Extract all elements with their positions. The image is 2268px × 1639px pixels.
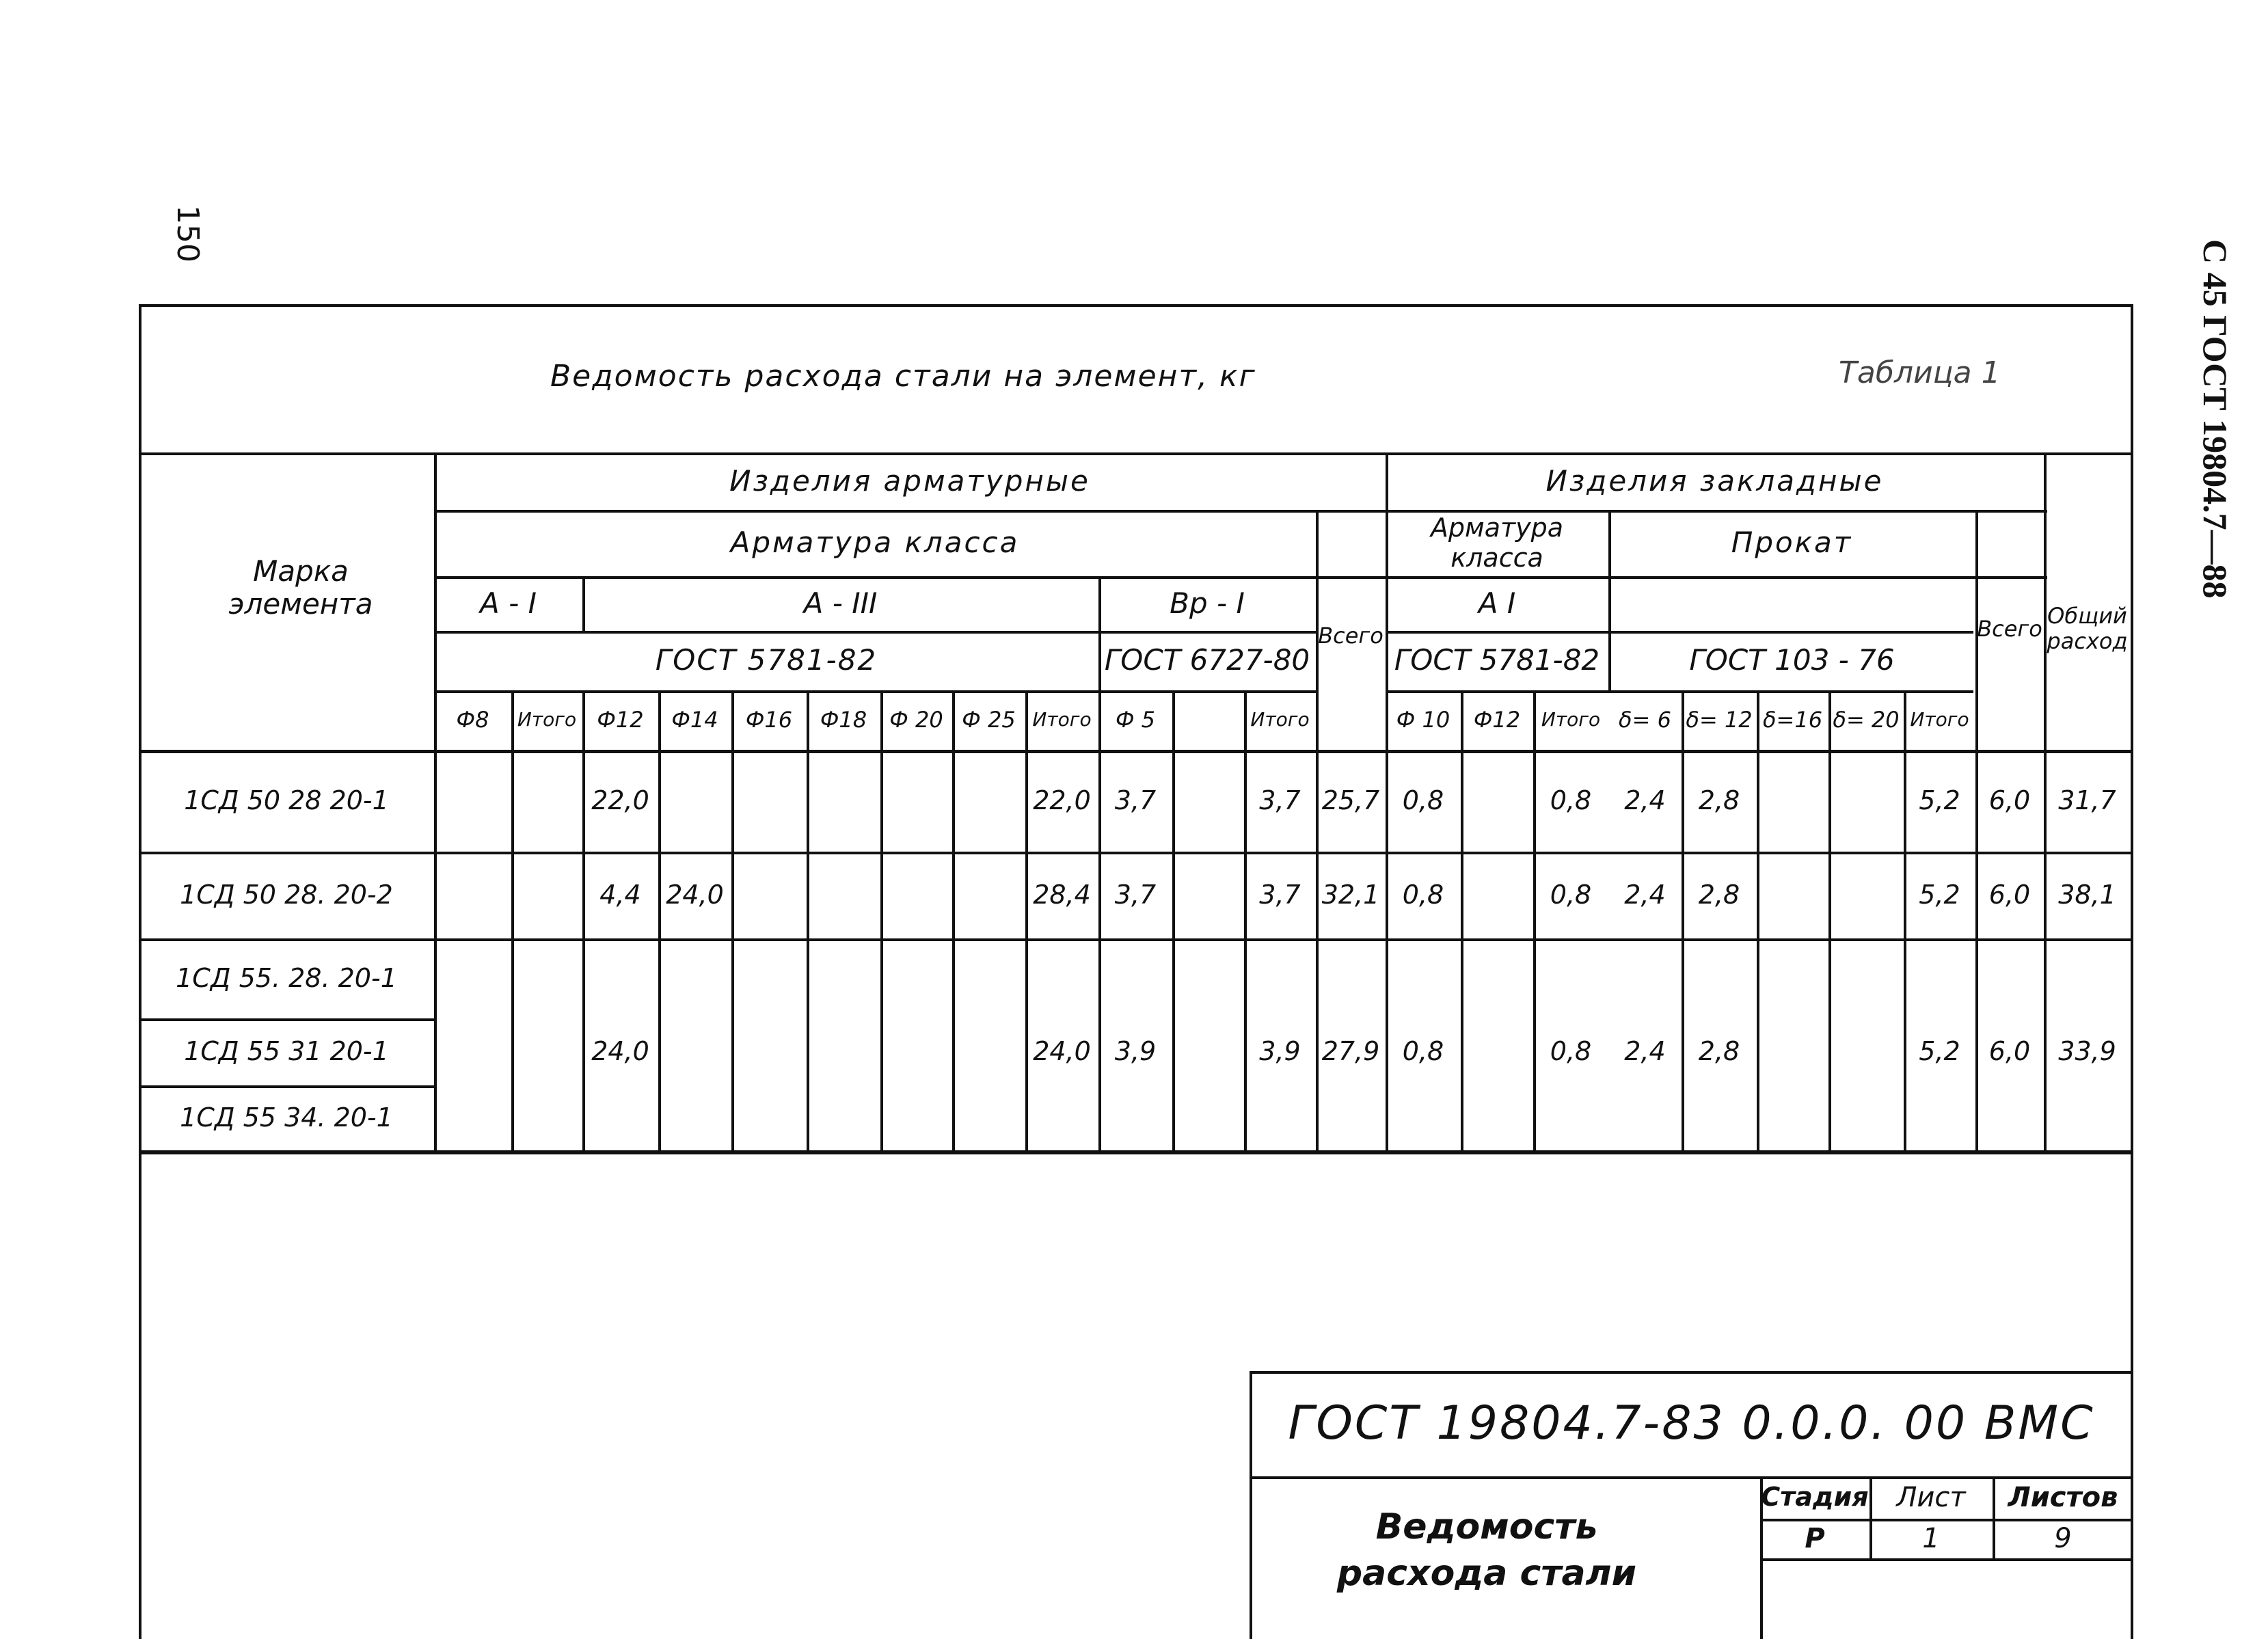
listov-value: 9 bbox=[2054, 1523, 2072, 1554]
class-a1-b: А I bbox=[1478, 586, 1516, 620]
hdr-itogo3: Итого bbox=[1250, 708, 1310, 731]
armatura-klassa-2: Арматура класса bbox=[1430, 512, 1564, 573]
row3-d5: 3,9 bbox=[1114, 1036, 1157, 1067]
stadia-label: Стадия bbox=[1761, 1482, 1869, 1513]
stadia-value: Р bbox=[1805, 1523, 1825, 1554]
armatura-klassa: Арматура класса bbox=[730, 526, 1020, 560]
hdr-s12: δ= 12 bbox=[1686, 707, 1753, 733]
hdr-d18: Ф18 bbox=[820, 707, 867, 733]
gost-103: ГОСТ 103 - 76 bbox=[1689, 643, 1895, 677]
row2-d14: 24,0 bbox=[666, 879, 724, 910]
row1-vsego2: 6,0 bbox=[1988, 785, 2031, 815]
row2-vsego2: 6,0 bbox=[1988, 879, 2031, 910]
stamp-name-line2: расхода стали bbox=[1336, 1553, 1637, 1595]
v-c9 bbox=[1172, 690, 1175, 1150]
stamp-code: ГОСТ 19804.7-83 0.0.0. 00 ВМС bbox=[1288, 1396, 2095, 1450]
group-zaklad: Изделия закладные bbox=[1545, 463, 1884, 498]
vsego1-header: Всего bbox=[1318, 622, 1383, 649]
hdr-d5: Ф 5 bbox=[1115, 707, 1156, 733]
page-number: 150 bbox=[170, 205, 205, 262]
row1-itogo3: 3,7 bbox=[1259, 785, 1301, 815]
group-armatur: Изделия арматурные bbox=[729, 463, 1090, 498]
frame-top bbox=[139, 304, 2133, 307]
hdr-blank bbox=[1172, 690, 1244, 750]
row3-itogo3: 3,9 bbox=[1259, 1036, 1301, 1067]
col-mark-header: Марка элемента bbox=[228, 554, 373, 621]
listov-label: Листов bbox=[2008, 1482, 2118, 1513]
hdr-d12: Ф12 bbox=[597, 707, 644, 733]
row2-itogo4: 0,8 bbox=[1550, 879, 1592, 910]
gost-6727: ГОСТ 6727-80 bbox=[1104, 643, 1310, 677]
row3-mark-b: 1СД 55 31 20-1 bbox=[184, 1036, 389, 1067]
row3-d14 bbox=[658, 1018, 731, 1085]
row2-vsego1: 32,1 bbox=[1321, 879, 1380, 910]
row2-d5: 3,7 bbox=[1114, 879, 1157, 910]
row2-s12: 2,8 bbox=[1698, 879, 1740, 910]
line-row2 bbox=[139, 938, 2133, 941]
prokat-header: Прокат bbox=[1731, 526, 1853, 560]
row1-mark: 1СД 50 28 20-1 bbox=[184, 785, 389, 815]
hdr-d20: Ф 20 bbox=[889, 707, 943, 733]
side-code: С 45 ГОСТ 19804.7—88 bbox=[2196, 239, 2235, 599]
document-title: Ведомость расхода стали на элемент, кг bbox=[550, 359, 1256, 394]
row2-s6: 2,4 bbox=[1624, 879, 1666, 910]
row3-mark-a: 1СД 55. 28. 20-1 bbox=[176, 962, 397, 993]
v-c6 bbox=[880, 690, 883, 1150]
row1-itogo2: 22,0 bbox=[1033, 785, 1091, 815]
hdr-d14: Ф14 bbox=[671, 707, 718, 733]
list-label: Лист bbox=[1896, 1482, 1966, 1513]
hdr-d25: Ф 25 bbox=[962, 707, 1016, 733]
hdr-d16: Ф16 bbox=[745, 707, 793, 733]
v-c7 bbox=[952, 690, 955, 1150]
hdr-itogo1: Итого bbox=[517, 708, 577, 731]
hdr-s6: δ= 6 bbox=[1619, 707, 1671, 733]
row3-vsego2: 6,0 bbox=[1988, 1036, 2031, 1067]
hdr-s16: δ=16 bbox=[1762, 707, 1823, 733]
row3-mark-c: 1СД 55 34. 20-1 bbox=[180, 1102, 393, 1133]
row2-itogo3: 3,7 bbox=[1259, 879, 1301, 910]
row2-total: 38,1 bbox=[2058, 879, 2116, 910]
row2-mark: 1СД 50 28. 20-2 bbox=[180, 879, 393, 910]
hdr-itogo5: Итого bbox=[1910, 708, 1969, 731]
row1-s12: 2,8 bbox=[1698, 785, 1740, 815]
hdr-itogo2: Итого bbox=[1032, 708, 1092, 731]
row1-d12: 22,0 bbox=[591, 785, 649, 815]
row1-d14 bbox=[658, 750, 731, 852]
row3-itogo4: 0,8 bbox=[1550, 1036, 1592, 1067]
gost-5781-b: ГОСТ 5781-82 bbox=[1394, 643, 1600, 677]
list-value: 1 bbox=[1922, 1523, 1940, 1554]
row3-d10: 0,8 bbox=[1402, 1036, 1444, 1067]
hdr-itogo4: Итого bbox=[1541, 708, 1601, 731]
table-label: Таблица 1 bbox=[1839, 355, 2001, 390]
row2-d12: 4,4 bbox=[599, 879, 641, 910]
v-c4 bbox=[731, 690, 734, 1150]
gost-5781: ГОСТ 5781-82 bbox=[655, 643, 878, 677]
row2-itogo5: 5,2 bbox=[1919, 879, 1960, 910]
class-a3: А - III bbox=[803, 586, 878, 620]
row3-d12: 24,0 bbox=[591, 1036, 649, 1067]
row1-total: 31,7 bbox=[2058, 785, 2116, 815]
line-table-bottom bbox=[139, 1150, 2133, 1154]
hdr-d10: Ф 10 bbox=[1396, 707, 1450, 733]
v-c1 bbox=[511, 690, 514, 1150]
total-header: Общий расход bbox=[2047, 603, 2128, 654]
hdr-s20: δ= 20 bbox=[1833, 707, 1900, 733]
row1-d10: 0,8 bbox=[1402, 785, 1444, 815]
hdr-d12b: Ф12 bbox=[1473, 707, 1521, 733]
v-c5 bbox=[807, 690, 809, 1150]
row2-itogo2: 28,4 bbox=[1033, 879, 1091, 910]
row1-vsego1: 25,7 bbox=[1321, 785, 1380, 815]
row3-vsego1: 27,9 bbox=[1321, 1036, 1380, 1067]
row3-s6: 2,4 bbox=[1624, 1036, 1666, 1067]
v-c15 bbox=[1828, 690, 1831, 1150]
vsego2-header: Всего bbox=[1977, 615, 2042, 642]
stamp-name-line1: Ведомость bbox=[1375, 1506, 1598, 1548]
row3-itogo5: 5,2 bbox=[1919, 1036, 1960, 1067]
stamp-row-b bbox=[1760, 1558, 2133, 1561]
class-vr1: Вр - I bbox=[1170, 586, 1245, 620]
hdr-d8: Ф8 bbox=[456, 707, 489, 733]
row1-itogo5: 5,2 bbox=[1919, 785, 1960, 815]
row3-itogo2: 24,0 bbox=[1033, 1036, 1091, 1067]
row2-d10: 0,8 bbox=[1402, 879, 1444, 910]
row1-itogo4: 0,8 bbox=[1550, 785, 1592, 815]
v-c14 bbox=[1757, 690, 1759, 1150]
v-c11 bbox=[1461, 690, 1463, 1150]
class-a1: А - I bbox=[480, 586, 537, 620]
row1-s6: 2,4 bbox=[1624, 785, 1666, 815]
row3-s12: 2,8 bbox=[1698, 1036, 1740, 1067]
row1-d5: 3,7 bbox=[1114, 785, 1157, 815]
row3-total: 33,9 bbox=[2058, 1036, 2116, 1067]
